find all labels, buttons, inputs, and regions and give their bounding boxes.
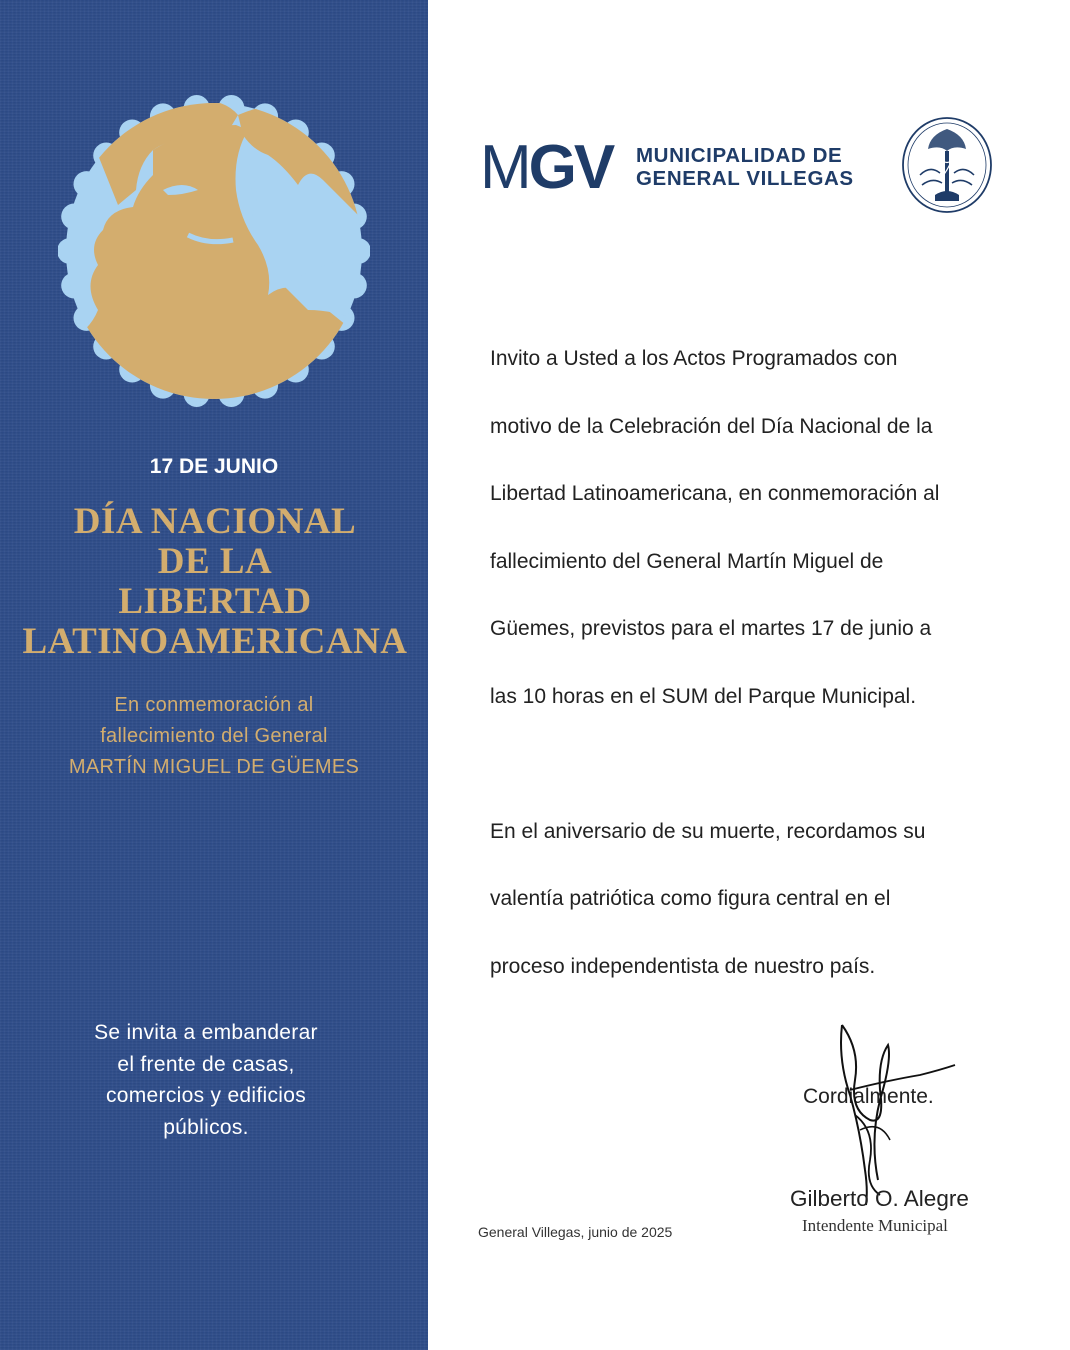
title-line: DE LA (157, 541, 273, 582)
title-line: LATINOAMERICANA (22, 621, 408, 662)
note-line: públicos. (163, 1115, 249, 1139)
page-title (0, 502, 430, 662)
left-panel (0, 0, 428, 1350)
letter-line: Invito a Usted a los Actos Programados con (490, 347, 898, 370)
letter-line: proceso independentista de nuestro país. (490, 954, 876, 978)
signer-name: Gilberto O. Alegre (790, 1186, 969, 1211)
letter-line: valentía patriótica como figura central en el (490, 887, 891, 910)
note-line: comercios y edificios (105, 1084, 307, 1107)
note-line: Se invita a embanderar (94, 1021, 318, 1044)
municipal-seal-icon (900, 115, 994, 215)
municipality-name-line: MUNICIPALIDAD DE (636, 144, 843, 167)
note-line: el frente de casas, (117, 1052, 295, 1076)
title-line: DÍA NACIONAL (73, 501, 357, 542)
letter-line: Güemes, previstos para el martes 17 de junio a (490, 617, 932, 640)
salutation: Cordialmente. (803, 1085, 934, 1108)
paragraph-gap (490, 730, 1030, 798)
general-guemes-portrait-icon (58, 95, 370, 407)
invitation-letter (490, 325, 1030, 1000)
event-date: 17 DE JUNIO (149, 455, 279, 478)
handwritten-signature-icon (830, 1020, 1010, 1210)
title-line: LIBERTAD (118, 581, 312, 622)
letter-line: motivo de la Celebración del Día Nacional de la (490, 414, 933, 438)
flag-invitation-note (0, 1017, 412, 1143)
letter-line: Libertad Latinoamericana, en conmemoración al (490, 482, 940, 505)
subtitle-line: En conmemoración al (114, 694, 314, 716)
signer-role: Intendente Municipal (802, 1216, 948, 1235)
logo-letter-m: M (480, 133, 529, 202)
subtitle-line: MARTÍN MIGUEL DE GÜEMES (68, 756, 360, 778)
place-and-date: General Villegas, junio de 2025 (478, 1224, 673, 1240)
municipality-name (636, 144, 854, 190)
municipality-name-line: GENERAL VILLEGAS (636, 167, 854, 190)
logo-letters-gv: GV (528, 133, 613, 202)
subtitle-line: fallecimiento del General (100, 725, 328, 747)
mgv-logo (480, 133, 613, 202)
subtitle (0, 690, 428, 783)
letter-line: fallecimiento del General Martín Miguel de (490, 549, 884, 573)
letter-line: En el aniversario de su muerte, recordamos su (490, 819, 926, 843)
letter-line: las 10 horas en el SUM del Parque Municipal. (490, 684, 917, 708)
